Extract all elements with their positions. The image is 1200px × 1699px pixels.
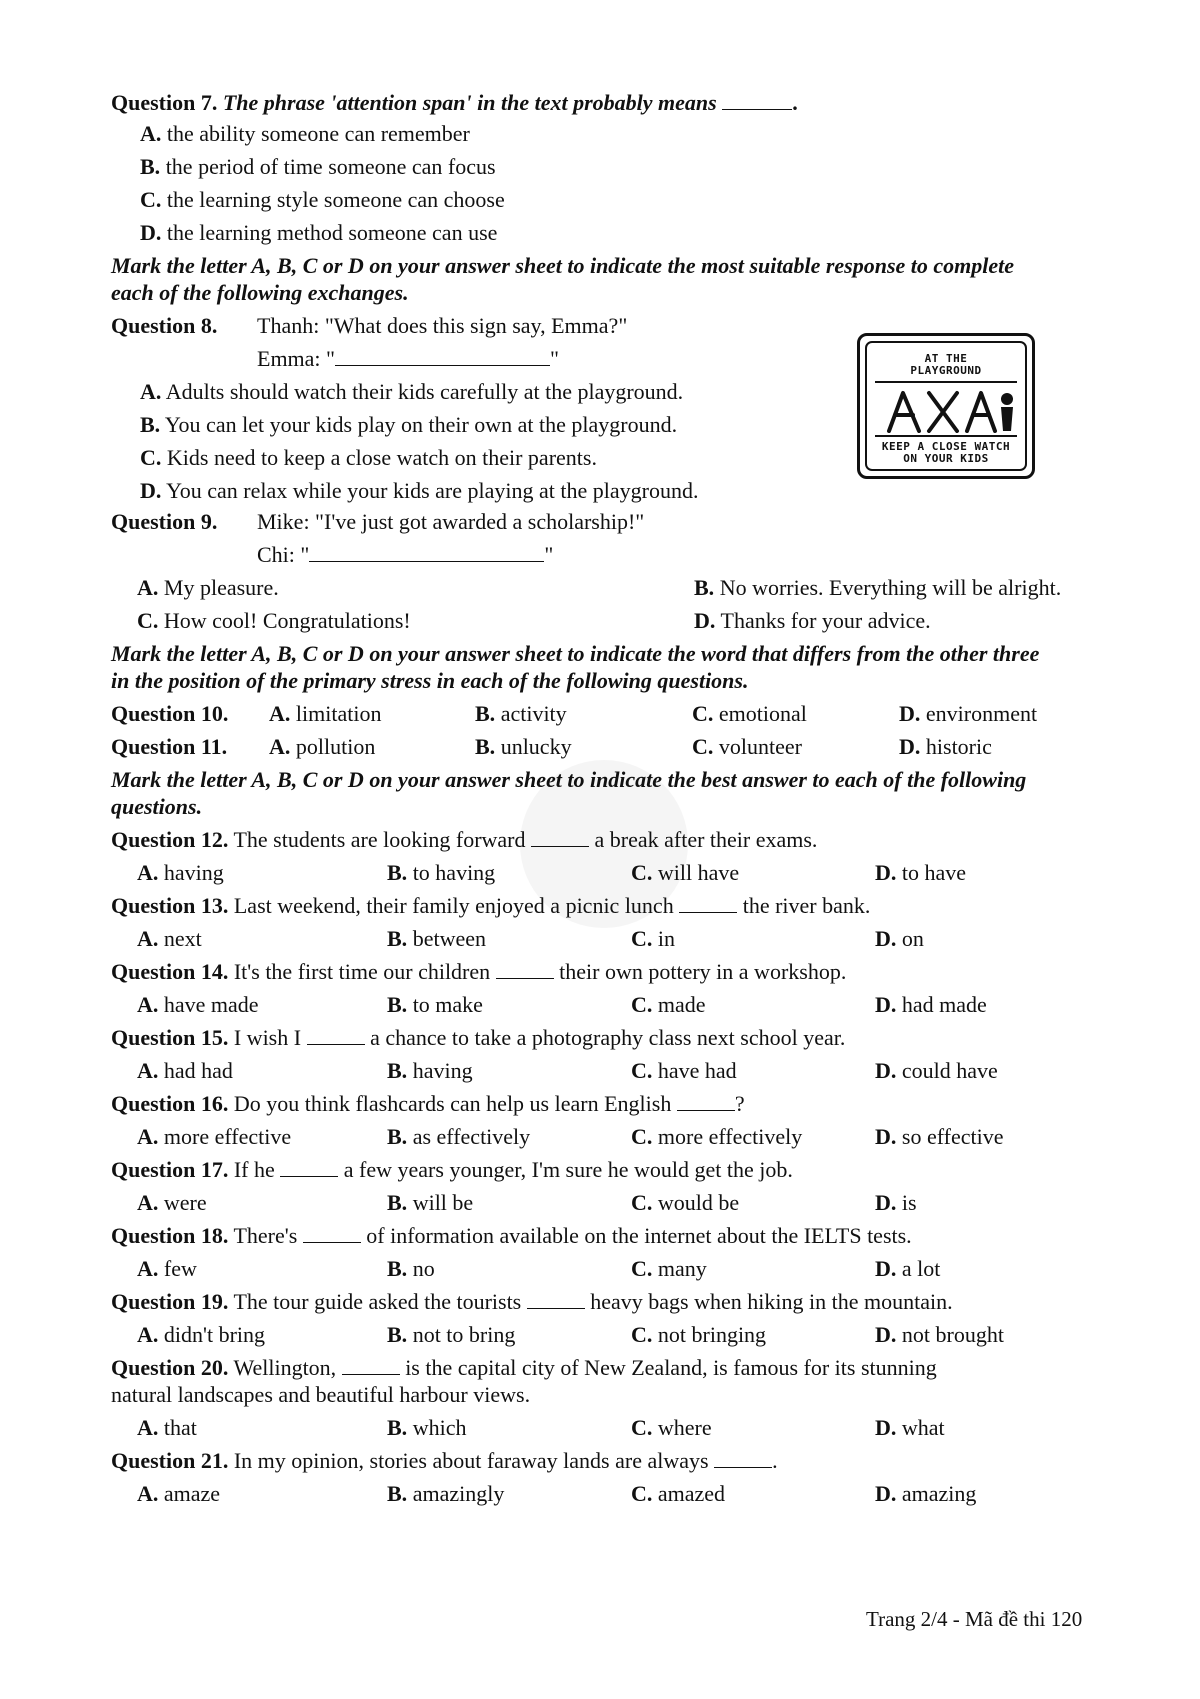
option-letter: B. [140,412,161,437]
option-letter: D. [140,220,162,245]
option[interactable] [692,734,802,760]
option-letter: A. [137,1322,159,1347]
answer-blank [722,91,792,110]
option-text: many [657,1256,707,1281]
option[interactable] [875,1322,1004,1348]
option-letter: B. [387,926,408,951]
option-letter: C. [631,1190,653,1215]
sign-border [865,341,1027,471]
sign-text: PLAYGROUND [910,364,982,377]
option-letter: B. [387,1058,408,1083]
option-text: Kids need to keep a close watch on their parents. [166,445,597,470]
option-text: amazingly [412,1481,505,1506]
option-letter: B. [475,701,496,726]
option-text: historic [925,734,992,759]
option-text: amazed [657,1481,726,1506]
option[interactable] [137,1190,207,1216]
option-letter: C. [140,445,162,470]
option-text: didn't bring [163,1322,266,1347]
option-text: were [163,1190,207,1215]
option-text: volunteer [718,734,802,759]
option-letter: C. [631,1124,653,1149]
option-text: so effective [901,1124,1004,1149]
option-text: have had [657,1058,737,1083]
option-letter: A. [137,1415,159,1440]
option-text: emotional [718,701,807,726]
option-letter: A. [137,926,159,951]
option-text: had made [901,992,987,1017]
question-label: Question 17. [111,1157,229,1182]
option[interactable] [875,926,924,952]
instruction-line: Mark the letter A, B, C or D on your answer sheet to indicate the most suitable response to complete [111,253,1015,278]
option-text: where [657,1415,712,1440]
answer-blank [309,543,544,562]
instruction-line: questions. [111,794,203,819]
option-text: no [412,1256,435,1281]
option-letter: C. [631,860,653,885]
option-text: the ability someone can remember [166,121,470,146]
question-text: a break after their exams. [594,827,818,852]
sign-divider [875,435,1017,437]
option-text: Thanks for your advice. [720,608,931,633]
dialogue-line: Thanh: "What does this sign say, Emma?" [257,313,628,338]
option-text: environment [925,701,1038,726]
question-text: ? [734,1091,745,1116]
option[interactable] [875,1256,940,1282]
option-text: more effective [163,1124,292,1149]
option-letter: B. [140,154,161,179]
option-letter: C. [631,1322,653,1347]
option-text: the learning style someone can choose [166,187,505,212]
option-text: limitation [295,701,382,726]
option-text: had had [163,1058,233,1083]
option-text: between [412,926,486,951]
option-text: Adults should watch their kids carefully at the playground. [165,379,684,404]
option[interactable] [875,860,966,886]
option[interactable] [387,860,495,886]
question-text: Do you think flashcards can help us learn English [233,1091,672,1116]
option-letter: D. [694,608,716,633]
option[interactable] [387,992,483,1018]
option[interactable] [387,1415,466,1441]
option-letter: B. [387,1256,408,1281]
option-letter: B. [387,1124,408,1149]
option-letter: C. [631,1481,653,1506]
option-text: having [163,860,224,885]
option[interactable] [137,575,279,601]
option-text: unlucky [500,734,572,759]
option-letter: D. [875,1481,897,1506]
option-text: to make [412,992,483,1017]
instruction-line: Mark the letter A, B, C or D on your answer sheet to indicate the best answer to each of the following [111,767,1027,792]
question-text: the river bank. [742,893,871,918]
sign-text: ON YOUR KIDS [903,452,989,465]
answer-blank [307,1026,365,1045]
option-text: made [657,992,706,1017]
option[interactable] [692,701,807,727]
option-text: not brought [901,1322,1004,1347]
question-text: In my opinion, stories about faraway lands are always [233,1448,709,1473]
option-letter: C. [692,701,714,726]
question-text: of information available on the internet about the IELTS tests. [366,1223,912,1248]
option[interactable] [875,992,987,1018]
option-text: have made [163,992,259,1017]
dialogue-open: Chi: " [257,542,310,567]
question-label: Question 20. [111,1355,229,1380]
option[interactable] [269,701,381,727]
option[interactable] [899,734,992,760]
option-letter: A. [269,734,291,759]
option[interactable] [387,1058,473,1084]
option-text: is [901,1190,917,1215]
option-letter: A. [137,1124,159,1149]
option[interactable] [631,1058,737,1084]
instruction-line: each of the following exchanges. [111,280,409,305]
page-footer: Trang 2/4 - Mã đề thi 120 [866,1607,1083,1631]
instruction-line: in the position of the primary stress in each of the following questions. [111,668,749,693]
question-label: Question 10. [111,701,229,726]
dialogue-line: Mike: "I've just got awarded a scholarship!" [257,509,645,534]
option-text: You can relax while your kids are playing at the playground. [166,478,699,503]
question-text: It's the first time our children [233,959,491,984]
option-letter: D. [875,926,897,951]
option-letter: D. [875,860,897,885]
option[interactable] [137,1058,233,1084]
option-text: to have [901,860,967,885]
answer-blank [496,960,554,979]
question-label: Question 18. [111,1223,229,1248]
dialogue-open: Emma: " [257,346,336,371]
question-label: Question 21. [111,1448,229,1473]
question-label: Question 9. [111,509,218,534]
option[interactable] [631,1124,802,1150]
option[interactable] [631,1256,707,1282]
option[interactable] [694,608,931,634]
option[interactable] [875,1124,1004,1150]
question-label: Question 15. [111,1025,229,1050]
question-label: Question 14. [111,959,229,984]
question-end: . [792,90,798,115]
option-letter: A. [140,121,162,146]
option-letter: D. [140,478,162,503]
option-text: having [412,1058,473,1083]
option-letter: C. [631,1058,653,1083]
option[interactable] [387,1190,473,1216]
option-text: to having [412,860,496,885]
option[interactable] [875,1415,945,1441]
answer-blank [527,1290,585,1309]
sign-text: KEEP A CLOSE WATCH [881,440,1011,453]
option[interactable] [875,1058,998,1084]
option-letter: B. [387,992,408,1017]
option-letter: B. [387,1190,408,1215]
question-label: Question 7. [111,90,218,115]
playground-sign [857,333,1035,479]
option-text: No worries. Everything will be alright. [719,575,1062,600]
question-text: There's [233,1223,298,1248]
option-letter: D. [875,1058,897,1083]
adult-child-figures-icon [883,387,1019,433]
option[interactable] [387,1124,530,1150]
option-letter: C. [631,992,653,1017]
option[interactable] [387,1256,435,1282]
question-label: Question 12. [111,827,229,852]
option-text: next [163,926,202,951]
option-letter: A. [140,379,162,404]
option-letter: A. [269,701,291,726]
option-text: what [901,1415,945,1440]
question-label: Question 11. [111,734,228,759]
option-letter: D. [875,1415,897,1440]
option[interactable] [631,1322,766,1348]
option-letter: A. [137,992,159,1017]
option[interactable] [137,1481,220,1507]
option-text: on [901,926,924,951]
option[interactable] [631,926,675,952]
option-text: could have [901,1058,998,1083]
dialogue-close: " [550,346,560,371]
option-text: a lot [901,1256,941,1281]
option[interactable] [875,1481,976,1507]
option-text: amaze [163,1481,221,1506]
question-label: Question 8. [111,313,218,338]
option-letter: A. [137,1481,159,1506]
question-text: heavy bags when hiking in the mountain. [590,1289,953,1314]
question-text: The tour guide asked the tourists [233,1289,522,1314]
option-letter: A. [137,1058,159,1083]
question-text: a few years younger, I'm sure he would get the job. [343,1157,793,1182]
option[interactable] [137,1415,197,1441]
question-text: The students are looking forward [233,827,526,852]
sign-divider [875,381,1017,383]
option-text: My pleasure. [163,575,279,600]
option[interactable] [631,1481,725,1507]
question-label: Question 16. [111,1091,229,1116]
option-letter: C. [692,734,714,759]
option-letter: D. [875,992,897,1017]
option-text: activity [500,701,567,726]
option-letter: B. [475,734,496,759]
question-stem: The phrase 'attention span' in the text probably means [222,90,717,115]
option[interactable] [137,926,202,952]
instruction-line: Mark the letter A, B, C or D on your answer sheet to indicate the word that differs from the other three [111,641,1040,666]
option-text: You can let your kids play on their own at the playground. [164,412,678,437]
option-text: will have [657,860,740,885]
option-text: amazing [901,1481,977,1506]
option-text: the learning method someone can use [166,220,498,245]
option-letter: D. [899,734,921,759]
option-letter: B. [387,1322,408,1347]
option[interactable] [137,860,224,886]
answer-blank [342,1356,400,1375]
option-letter: A. [137,575,159,600]
answer-blank [677,1092,735,1111]
option-letter: B. [387,1415,408,1440]
sign-text: AT THE [924,352,968,365]
option-text: not to bring [412,1322,516,1347]
answer-blank [714,1449,772,1468]
option-letter: D. [899,701,921,726]
question-label: Question 19. [111,1289,229,1314]
option-letter: C. [631,926,653,951]
option-letter: B. [387,1481,408,1506]
option-text: the period of time someone can focus [165,154,496,179]
answer-blank [335,347,550,366]
option-letter: D. [875,1124,897,1149]
option-text: more effectively [657,1124,803,1149]
option[interactable] [875,1190,917,1216]
option-text: as effectively [412,1124,531,1149]
option[interactable] [631,1415,712,1441]
option-letter: A. [137,1256,159,1281]
option[interactable] [475,734,572,760]
question-text: is the capital city of New Zealand, is famous for its stunning [405,1355,937,1380]
option[interactable] [631,1190,739,1216]
answer-blank [303,1224,361,1243]
option-text: will be [412,1190,474,1215]
option-text: in [657,926,676,951]
option-letter: C. [137,608,159,633]
question-text: Last weekend, their family enjoyed a picnic lunch [233,893,674,918]
question-text: their own pottery in a workshop. [559,959,847,984]
question-text: a chance to take a photography class next school year. [370,1025,846,1050]
answer-blank [679,894,737,913]
option-letter: D. [875,1322,897,1347]
option-text: How cool! Congratulations! [163,608,411,633]
option-text: not bringing [657,1322,767,1347]
dialogue-close: " [544,542,554,567]
option[interactable] [387,926,486,952]
option[interactable] [137,1256,197,1282]
option[interactable] [137,608,411,634]
option-letter: C. [631,1256,653,1281]
option-text: pollution [295,734,376,759]
option[interactable] [387,1322,515,1348]
option-text: would be [657,1190,740,1215]
option-letter: A. [137,1190,159,1215]
option-letter: D. [875,1190,897,1215]
option-letter: D. [875,1256,897,1281]
question-text: I wish I [233,1025,302,1050]
option[interactable] [631,860,739,886]
option-letter: C. [140,187,162,212]
option[interactable] [899,701,1037,727]
option-letter: A. [137,860,159,885]
option-letter: C. [631,1415,653,1440]
question-text: . [772,1448,778,1473]
option[interactable] [694,575,1061,601]
option-text: that [163,1415,197,1440]
option-letter: B. [694,575,715,600]
option-text: few [163,1256,197,1281]
option-letter: B. [387,860,408,885]
question-text: natural landscapes and beautiful harbour views. [111,1382,531,1407]
option[interactable] [631,992,706,1018]
option[interactable] [269,734,375,760]
question-text: Wellington, [233,1355,337,1380]
answer-blank [531,828,589,847]
option[interactable] [137,1322,265,1348]
question-text: If he [233,1157,275,1182]
option[interactable] [387,1481,504,1507]
option[interactable] [475,701,567,727]
answer-blank [280,1158,338,1177]
option[interactable] [137,992,259,1018]
option-text: which [412,1415,467,1440]
option[interactable] [137,1124,291,1150]
question-label: Question 13. [111,893,229,918]
